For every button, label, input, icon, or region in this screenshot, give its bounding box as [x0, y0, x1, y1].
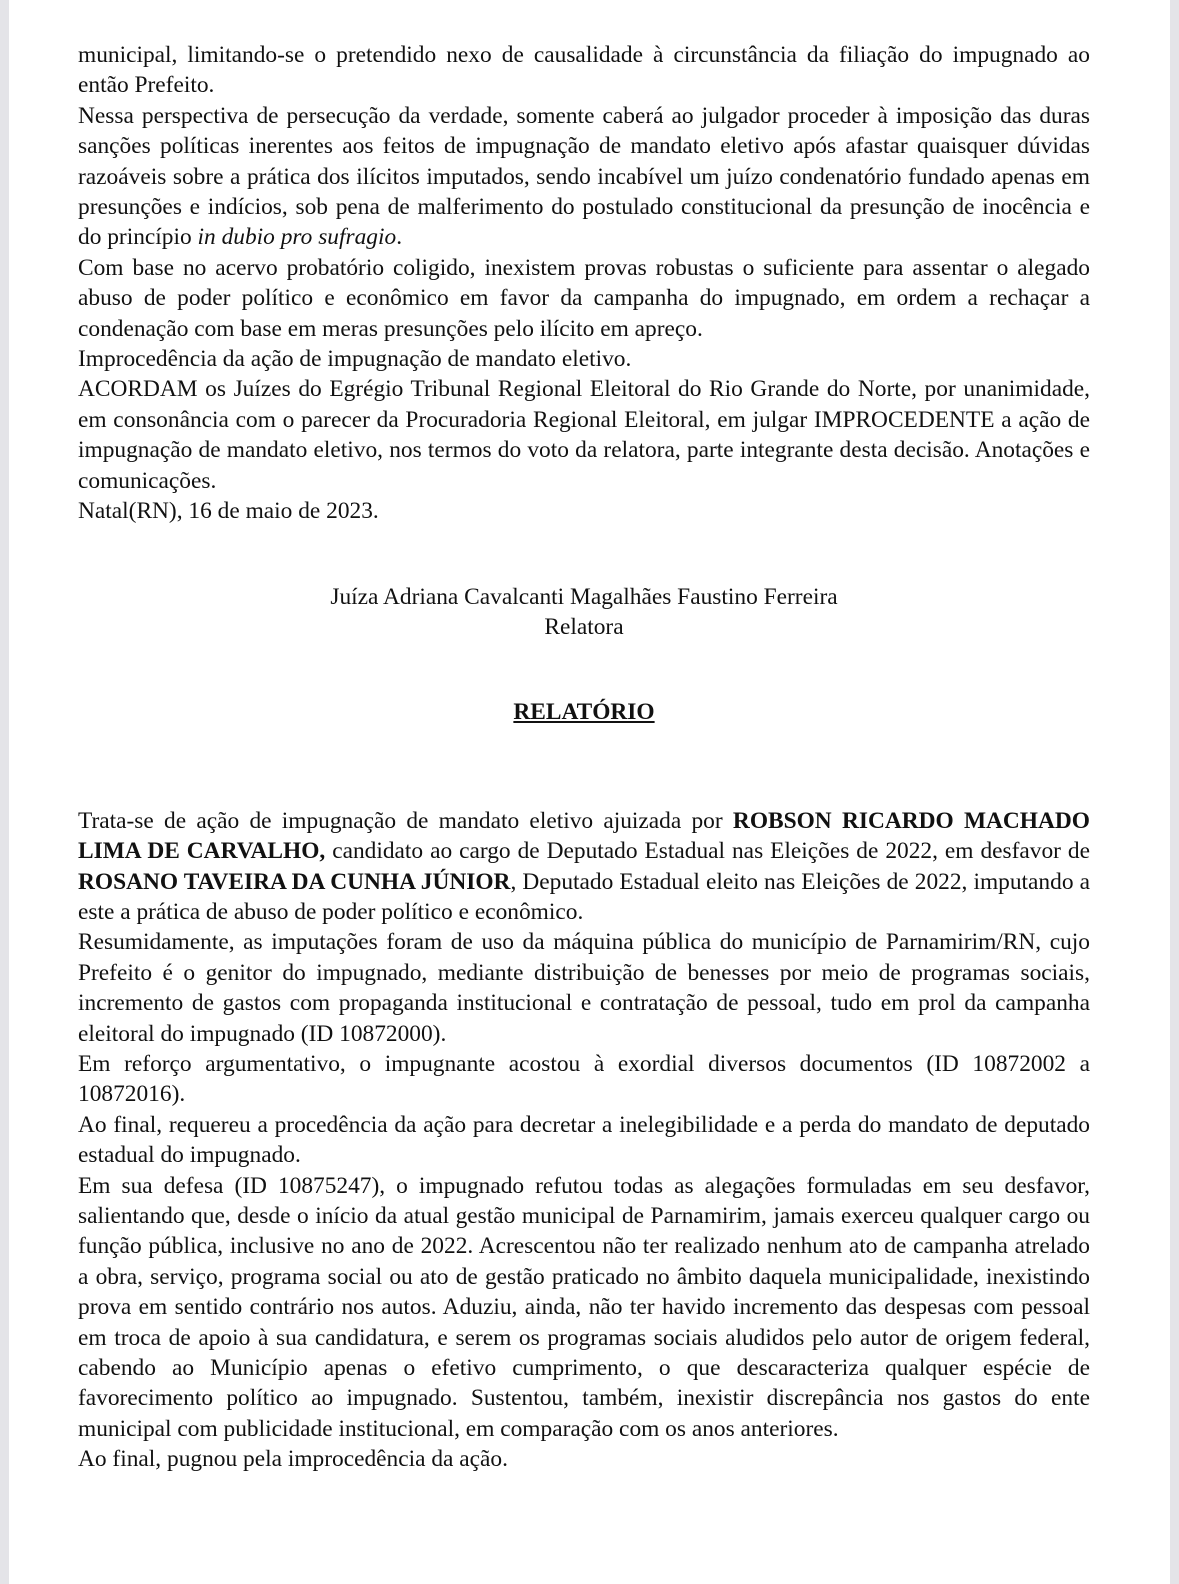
defendant-name: ROSANO TAVEIRA DA CUNHA JÚNIOR	[78, 868, 511, 895]
paragraph-improcedencia: Improcedência da ação de impugnação de mandato eletivo.	[78, 346, 632, 373]
paragraph-text-end: .	[396, 224, 403, 251]
signatory-role: Relatora	[544, 613, 624, 640]
document-body	[78, 40, 1090, 1475]
paragraph-requereu: Ao final, requereu a procedência da ação para decretar a inelegibilidade e a perda do mandato de deputado estadual do impugnado.	[78, 1111, 1090, 1169]
intro-text: candidato ao cargo de Deputado Estadual nas Eleições de 2022, em desfavor de	[325, 838, 1091, 865]
paragraph-filiacao: municipal, limitando-se o pretendido nexo de causalidade à circunstância da filiação do impugnado ao então Prefeito.	[78, 42, 1090, 99]
paragraph-intro	[78, 806, 1090, 928]
paragraph-persecucao	[78, 101, 1090, 253]
paragraph-text: Nessa perspectiva de persecução da verdade, somente caberá ao julgador proceder à imposição das duras sanções políticas inerentes aos feitos de impugnação de mandato eletivo após afastar quaisquer dúvidas razoáveis sobre a prática dos ilícitos imputados, sendo incabível um juízo condenatório fundado apenas em presunções e indícios, sob pena de malferimento do postulado constitucional da presunção de inocência e do princípio	[78, 102, 1090, 251]
paragraph-resumidamente: Resumidamente, as imputações foram de uso da máquina pública do município de Parnamirim/RN, cujo Prefeito é o genitor do impugnado, mediante distribuição de benesses por meio de programas sociais, incremento de gastos com propaganda institucional e contratação de pessoal, tudo em prol da campanha eleitoral do impugnado (ID 10872000).	[78, 929, 1090, 1047]
latin-phrase: in dubio pro sufragio	[197, 224, 397, 251]
signature-block	[78, 582, 1090, 643]
plaintiff-name: ROBSON RICARDO MACHADO LIMA DE CARVALHO,	[78, 807, 1090, 865]
signatory-name: Juíza Adriana Cavalcanti Magalhães Faustino Ferreira	[330, 583, 838, 610]
document-page	[9, 0, 1170, 1584]
paragraph-acordam: ACORDAM os Juízes do Egrégio Tribunal Regional Eleitoral do Rio Grande do Norte, por unanimidade, em consonância com o parecer da Procuradoria Regional Eleitoral, em julgar IMPROCEDENTE a ação de impugnação de mandato eletivo, nos termos do voto da relatora, parte integrante desta decisão. Anotações e comunicações.	[78, 376, 1090, 494]
intro-text: Trata-se de ação de impugnação de mandato eletivo ajuizada por	[78, 807, 733, 834]
paragraph-acervo: Com base no acervo probatório coligido, inexistem provas robustas o suficiente para assentar o alegado abuso de poder político e econômico em favor da campanha do impugnado, em ordem a rechaçar a condenação com base em meras presunções pelo ilícito em apreço.	[78, 254, 1090, 342]
section-heading: RELATÓRIO	[513, 699, 655, 726]
date-location: Natal(RN), 16 de maio de 2023.	[78, 498, 379, 525]
paragraph-reforco: Em reforço argumentativo, o impugnante acostou à exordial diversos documentos (ID 10872002 a 10872016).	[78, 1050, 1090, 1108]
intro-text: , Deputado Estadual eleito nas Eleições de 2022, imputando a este a prática de abuso de poder político e econômico.	[78, 868, 1090, 925]
report-section	[78, 806, 1090, 1475]
paragraph-defesa: Em sua defesa (ID 10875247), o impugnado refutou todas as alegações formuladas em seu desfavor, salientando que, desde o início da atual gestão municipal de Parnamirim, jamais exerceu qualquer cargo ou função pública, inclusive no ano de 2022. Acrescentou não ter realizado nenhum ato de campanha atrelado a obra, serviço, programa social ou ato de gestão praticado no âmbito daquela municipalidade, inexistindo prova em sentido contrário nos autos. Aduziu, ainda, não ter havido incremento das despesas com pessoal em troca de apoio à sua candidatura, e serem os programas sociais aludidos pelo autor de origem federal, cabendo ao Município apenas o efetivo cumprimento, o que descaracteriza qualquer espécie de favorecimento político ao impugnado. Sustentou, também, inexistir discrepância nos gastos do ente municipal com publicidade institucional, em comparação com os anos anteriores.	[78, 1172, 1090, 1442]
paragraph-pugnou: Ao final, pugnou pela improcedência da ação.	[78, 1446, 508, 1473]
